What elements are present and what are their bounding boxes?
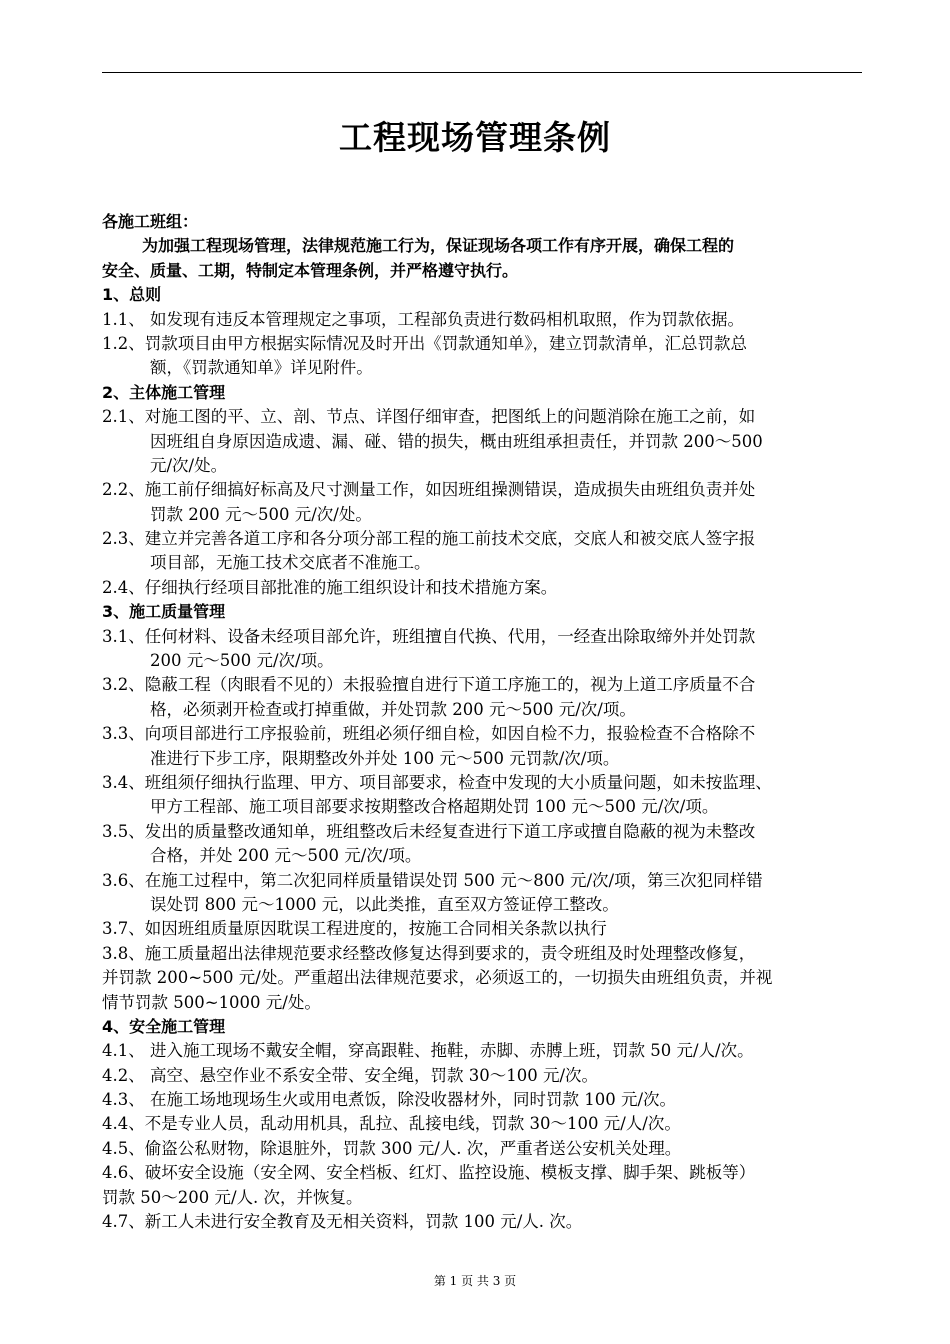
intro-line: 安全、质量、工期，特制定本管理条例，并严格遵守执行。 [102, 260, 519, 280]
clause-continuation: 格，必须剥开检查或打掉重做，并处罚款 200 元～500 元/次/项。 [150, 699, 636, 719]
clause-continuation: 并罚款 200~500 元/处。严重超出法律规范要求，必须返工的，一切损失由班组负责，并视 [102, 968, 773, 988]
clause-line: 3.4、班组须仔细执行监理、甲方、项目部要求，检查中发现的大小质量问题，如未按监理、 [102, 772, 772, 792]
header-rule [102, 72, 862, 73]
clause-line: 3.6、在施工过程中，第二次犯同样质量错误处罚 500 元～800 元/次/项，第三次犯同样错 [102, 870, 763, 890]
clause-continuation: 合格，并处 200 元～500 元/次/项。 [150, 846, 422, 866]
clause-line: 4.3、 在施工场地现场生火或用电煮饭，除没收器材外，同时罚款 100 元/次。 [102, 1090, 677, 1110]
clause-line: 4.1、 进入施工现场不戴安全帽，穿高跟鞋、拖鞋，赤脚、赤膊上班，罚款 50 元/人/次。 [102, 1041, 754, 1061]
clause-line: 3.2、隐蔽工程（肉眼看不见的）未报验擅自进行下道工序施工的，视为上道工序质量不合 [102, 675, 756, 695]
clause-line: 1.1、 如发现有违反本管理规定之事项，工程部负责进行数码相机取照，作为罚款依据。 [102, 309, 744, 329]
page-footer: 第 1 页 共 3 页 [433, 1274, 517, 1288]
clause-line: 4.4、不是专业人员，乱动用机具，乱拉、乱接电线，罚款 30～100 元/人/次。 [102, 1114, 681, 1134]
salutation: 各施工班组： [102, 212, 199, 231]
clause-line: 2.3、建立并完善各道工序和各分项分部工程的施工前技术交底，交底人和被交底人签字报 [102, 529, 756, 549]
clause-line: 4.5、偷盗公私财物，除退脏外，罚款 300 元/人. 次，严重者送公安机关处理。 [102, 1138, 682, 1158]
clause-continuation: 额，《罚款通知单》详见附件。 [150, 358, 373, 378]
clause-continuation: 甲方工程部、施工项目部要求按期整改合格超期处罚 100 元～500 元/次/项。 [150, 797, 719, 817]
section-heading: 3、施工质量管理 [102, 602, 226, 622]
clause-line: 2.1、对施工图的平、立、剖、节点、详图仔细审查，把图纸上的问题消除在施工之前，如 [102, 407, 756, 427]
clause-line: 2.2、施工前仔细搞好标高及尺寸测量工作，如因班组操测错误，造成损失由班组负责并处 [102, 480, 756, 500]
clause-continuation: 元/次/处。 [150, 455, 228, 475]
section-heading: 4、安全施工管理 [102, 1016, 226, 1036]
clause-line: 2.4、仔细执行经项目部批准的施工组织设计和技术措施方案。 [102, 577, 558, 597]
document-body [102, 210, 864, 1234]
clause-continuation: 罚款 200 元～500 元/次/处。 [150, 504, 372, 524]
section-heading: 2、主体施工管理 [102, 382, 226, 402]
clause-line: 4.7、新工人未进行安全教育及无相关资料，罚款 100 元/人. 次。 [102, 1212, 583, 1232]
sections [102, 283, 864, 1234]
section-heading: 1、总则 [102, 285, 162, 305]
document-title: 工程现场管理条例 [339, 118, 611, 157]
clause-line: 3.1、任何材料、设备未经项目部允许，班组擅自代换、代用，一经查出除取缔外并处罚款 [102, 626, 756, 646]
intro-line: 为加强工程现场管理，法律规范施工行为，保证现场各项工作有序开展，确保工程的 [142, 236, 735, 256]
clause-line: 4.2、 高空、悬空作业不系安全带、安全绳，罚款 30～100 元/次。 [102, 1065, 599, 1085]
clause-continuation: 因班组自身原因造成遗、漏、碰、错的损失，概由班组承担责任，并罚款 200～500 [150, 431, 763, 451]
clause-line: 4.6、破坏安全设施（安全网、安全档板、红灯、监控设施、模板支撑、脚手架、跳板等） [102, 1163, 756, 1183]
clause-line: 3.8、施工质量超出法律规范要求经整改修复达得到要求的，责令班组及时处理整改修复， [102, 943, 756, 963]
clause-continuation: 罚款 50～200 元/人. 次，并恢复。 [102, 1187, 363, 1207]
clause-continuation: 项目部，无施工技术交底者不准施工。 [150, 553, 431, 573]
clause-line: 3.5、发出的质量整改通知单，班组整改后未经复查进行下道工序或擅自隐蔽的视为未整改 [102, 821, 756, 841]
clause-continuation: 200 元～500 元/次/项。 [150, 651, 334, 671]
clause-line: 1.2、罚款项目由甲方根据实际情况及时开出《罚款通知单》，建立罚款清单，汇总罚款总 [102, 333, 747, 353]
clause-continuation: 误处罚 800 元～1000 元，以此类推，直至双方签证停工整改。 [150, 894, 619, 914]
clause-line: 3.7、如因班组质量原因耽误工程进度的，按施工合同相关条款以执行 [102, 919, 607, 939]
clause-line: 3.3、向项目部进行工序报验前，班组必须仔细自检，如因自检不力，报验检查不合格除不 [102, 724, 756, 744]
clause-continuation: 情节罚款 500~1000 元/处。 [102, 992, 321, 1012]
clause-continuation: 准进行下步工序，限期整改外并处 100 元～500 元罚款/次/项。 [150, 748, 620, 768]
